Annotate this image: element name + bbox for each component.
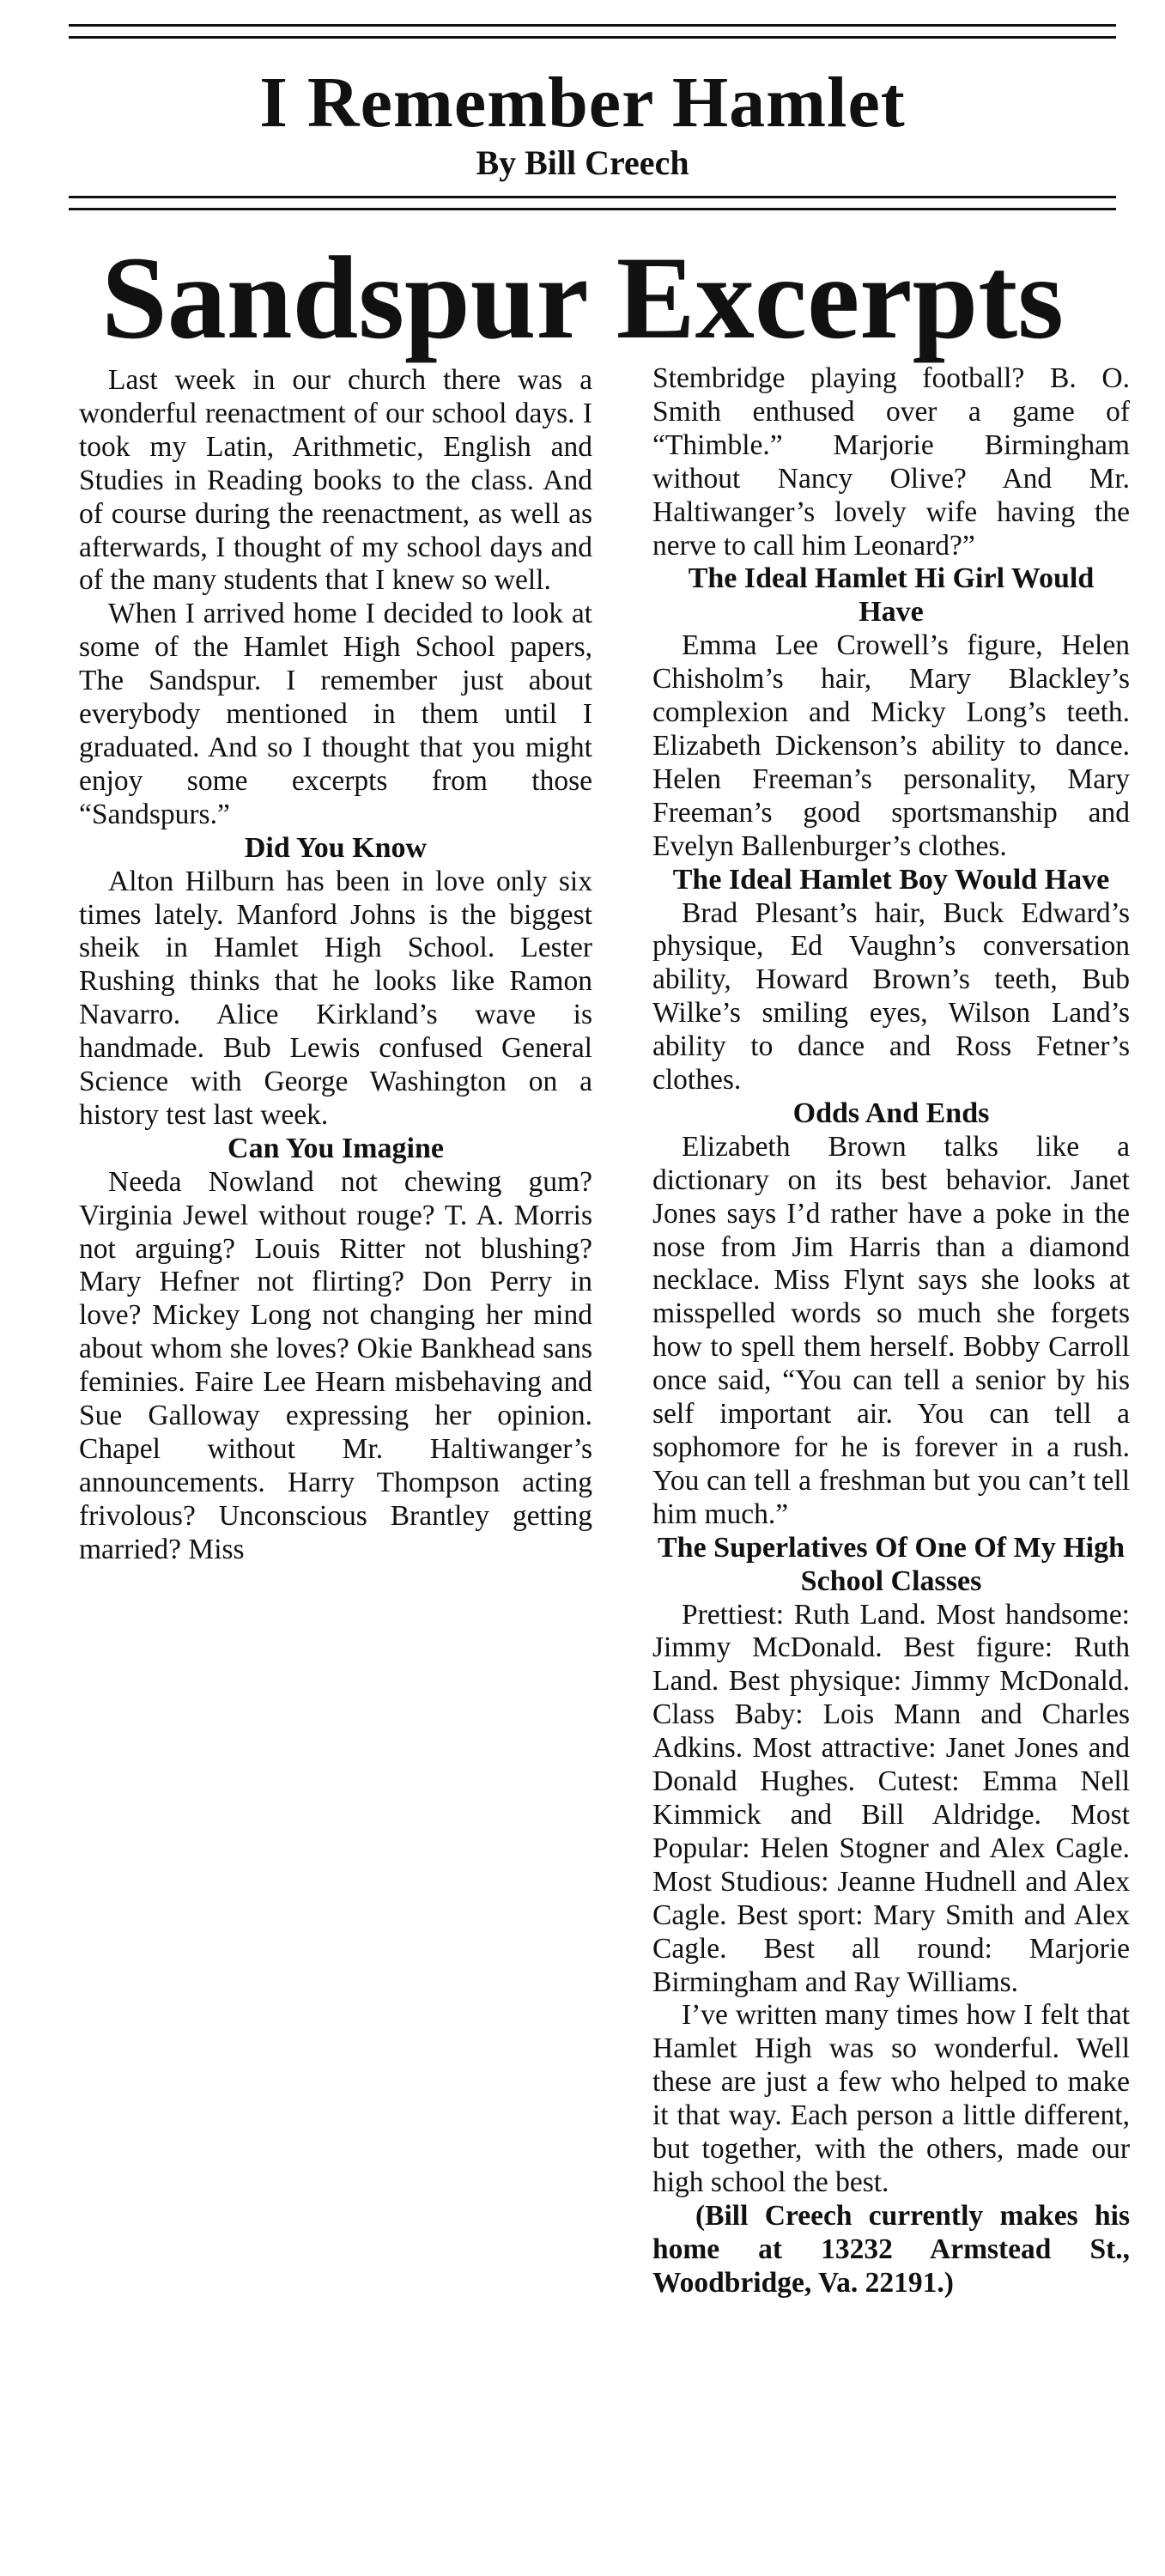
left-column bbox=[79, 364, 592, 1567]
heading-ideal-girl: The Ideal Hamlet Hi Girl Would Have bbox=[688, 562, 1095, 629]
continued-paragraph: Stembridge playing football? B. O. Smith enthused over a game of “Thimble.” Marjorie Birmingham without Nancy Olive? And Mr. Haltiwanger’s lovely wife having the nerve to call him Leonard?” bbox=[652, 362, 1130, 562]
ideal-boy-paragraph: Brad Plesant’s hair, Buck Edward’s physique, Ed Vaughn’s conversation ability, Howard Brown’s teeth, Bub Wilke’s smiling eyes, Wilson Land’s ability to dance and Ross Fetner’s clothes. bbox=[652, 896, 1130, 1097]
intro-paragraph-1: Last week in our church there was a wonderful reenactment of our school days. I took my Latin, Arithmetic, English and Studies in Reading books to the class. And of course during the reenactment, as well as afterwards, I thought of my school days and of the many students that I knew so well. bbox=[79, 364, 592, 597]
can-you-imagine-paragraph: Needa Nowland not chewing gum? Virginia Jewel without rouge? T. A. Morris not arguing? Louis Ritter not blushing? Mary Hefner not flirting? Don Perry in love? Mickey Long not changing her mind about whom she loves? Okie Bankhead sans feminies. Faire Lee Hearn misbehaving and Sue Galloway expressing her opinion. Chapel without Mr. Haltiwanger’s announcements. Harry Thompson acting frivolous? Unconscious Brantley getting married? Miss bbox=[79, 1165, 592, 1565]
heading-can-you-imagine: Can You Imagine bbox=[228, 1132, 444, 1164]
author-note: (Bill Creech currently makes his home at 13232 Armstead St., Woodbridge, Va. 22191.) bbox=[652, 2199, 1130, 2299]
did-you-know-paragraph: Alton Hilburn has been in love only six times lately. Manford Johns is the biggest sheik in Hamlet High School. Lester Rushing thinks that he looks like Ramon Navarro. Alice Kirkland’s wave is handmade. Bub Lewis confused General Science with George Washington on a history test last week. bbox=[79, 865, 592, 1131]
heading-superlatives: The Superlatives Of One Of My High School Classes bbox=[658, 1531, 1125, 1597]
intro-paragraph-2: When I arrived home I decided to look at some of the Hamlet High School papers, The Sandspur. I remember just about everybody mentioned in them until I graduated. And so I thought that you might enjoy some excerpts from those “Sandspurs.” bbox=[79, 598, 592, 830]
headline: Sandspur Excerpts bbox=[101, 232, 1064, 363]
heading-did-you-know: Did You Know bbox=[244, 831, 428, 864]
heading-odds-and-ends: Odds And Ends bbox=[792, 1097, 990, 1129]
byline: By Bill Creech bbox=[476, 143, 689, 182]
mid-rule bbox=[69, 196, 1116, 198]
right-column bbox=[652, 362, 1130, 2300]
mid-rule-second bbox=[69, 208, 1116, 210]
top-rule bbox=[69, 24, 1116, 27]
conclusion-paragraph: I’ve written many times how I felt that Hamlet High was so wonderful. Well these are just a few who helped to make it that way. Each person a little different, but together, with the others, made our high school the best. bbox=[652, 1999, 1130, 2198]
superlatives-paragraph: Prettiest: Ruth Land. Most handsome: Jimmy McDonald. Best figure: Ruth Land. Best physique: Jimmy McDonald. Class Baby: Lois Mann and Charles Adkins. Most attractive: Janet Jones and Donald Hughes. Cutest: Emma Nell Kimmick and Bill Aldridge. Most Popular: Helen Stogner and Alex Cagle. Most Studious: Jeanne Hudnell and Alex Cagle. Best sport: Mary Smith and Alex Cagle. Best all round: Marjorie Birmingham and Ray Williams. bbox=[652, 1598, 1130, 1998]
top-rule-second bbox=[69, 36, 1116, 39]
odds-and-ends-paragraph: Elizabeth Brown talks like a dictionary on its best behavior. Janet Jones says I’d rather have a poke in the nose from Jim Harris than a diamond necklace. Miss Flynt says she looks at misspelled words so much she forgets how to spell them herself. Bobby Carroll once said, “You can tell a senior by his self important air. You can tell a sophomore for he is forever in a rush. You can tell a freshman but you can’t tell him much.” bbox=[652, 1130, 1130, 1530]
ideal-girl-paragraph: Emma Lee Crowell’s figure, Helen Chisholm’s hair, Mary Blackley’s complexion and Micky Long’s teeth. Elizabeth Dickenson’s ability to dance. Helen Freeman’s personality, Mary Freeman’s good sportsmanship and Evelyn Ballenburger’s clothes. bbox=[652, 629, 1130, 862]
heading-ideal-boy: The Ideal Hamlet Boy Would Have bbox=[672, 863, 1110, 896]
column-title: I Remember Hamlet bbox=[259, 63, 906, 143]
